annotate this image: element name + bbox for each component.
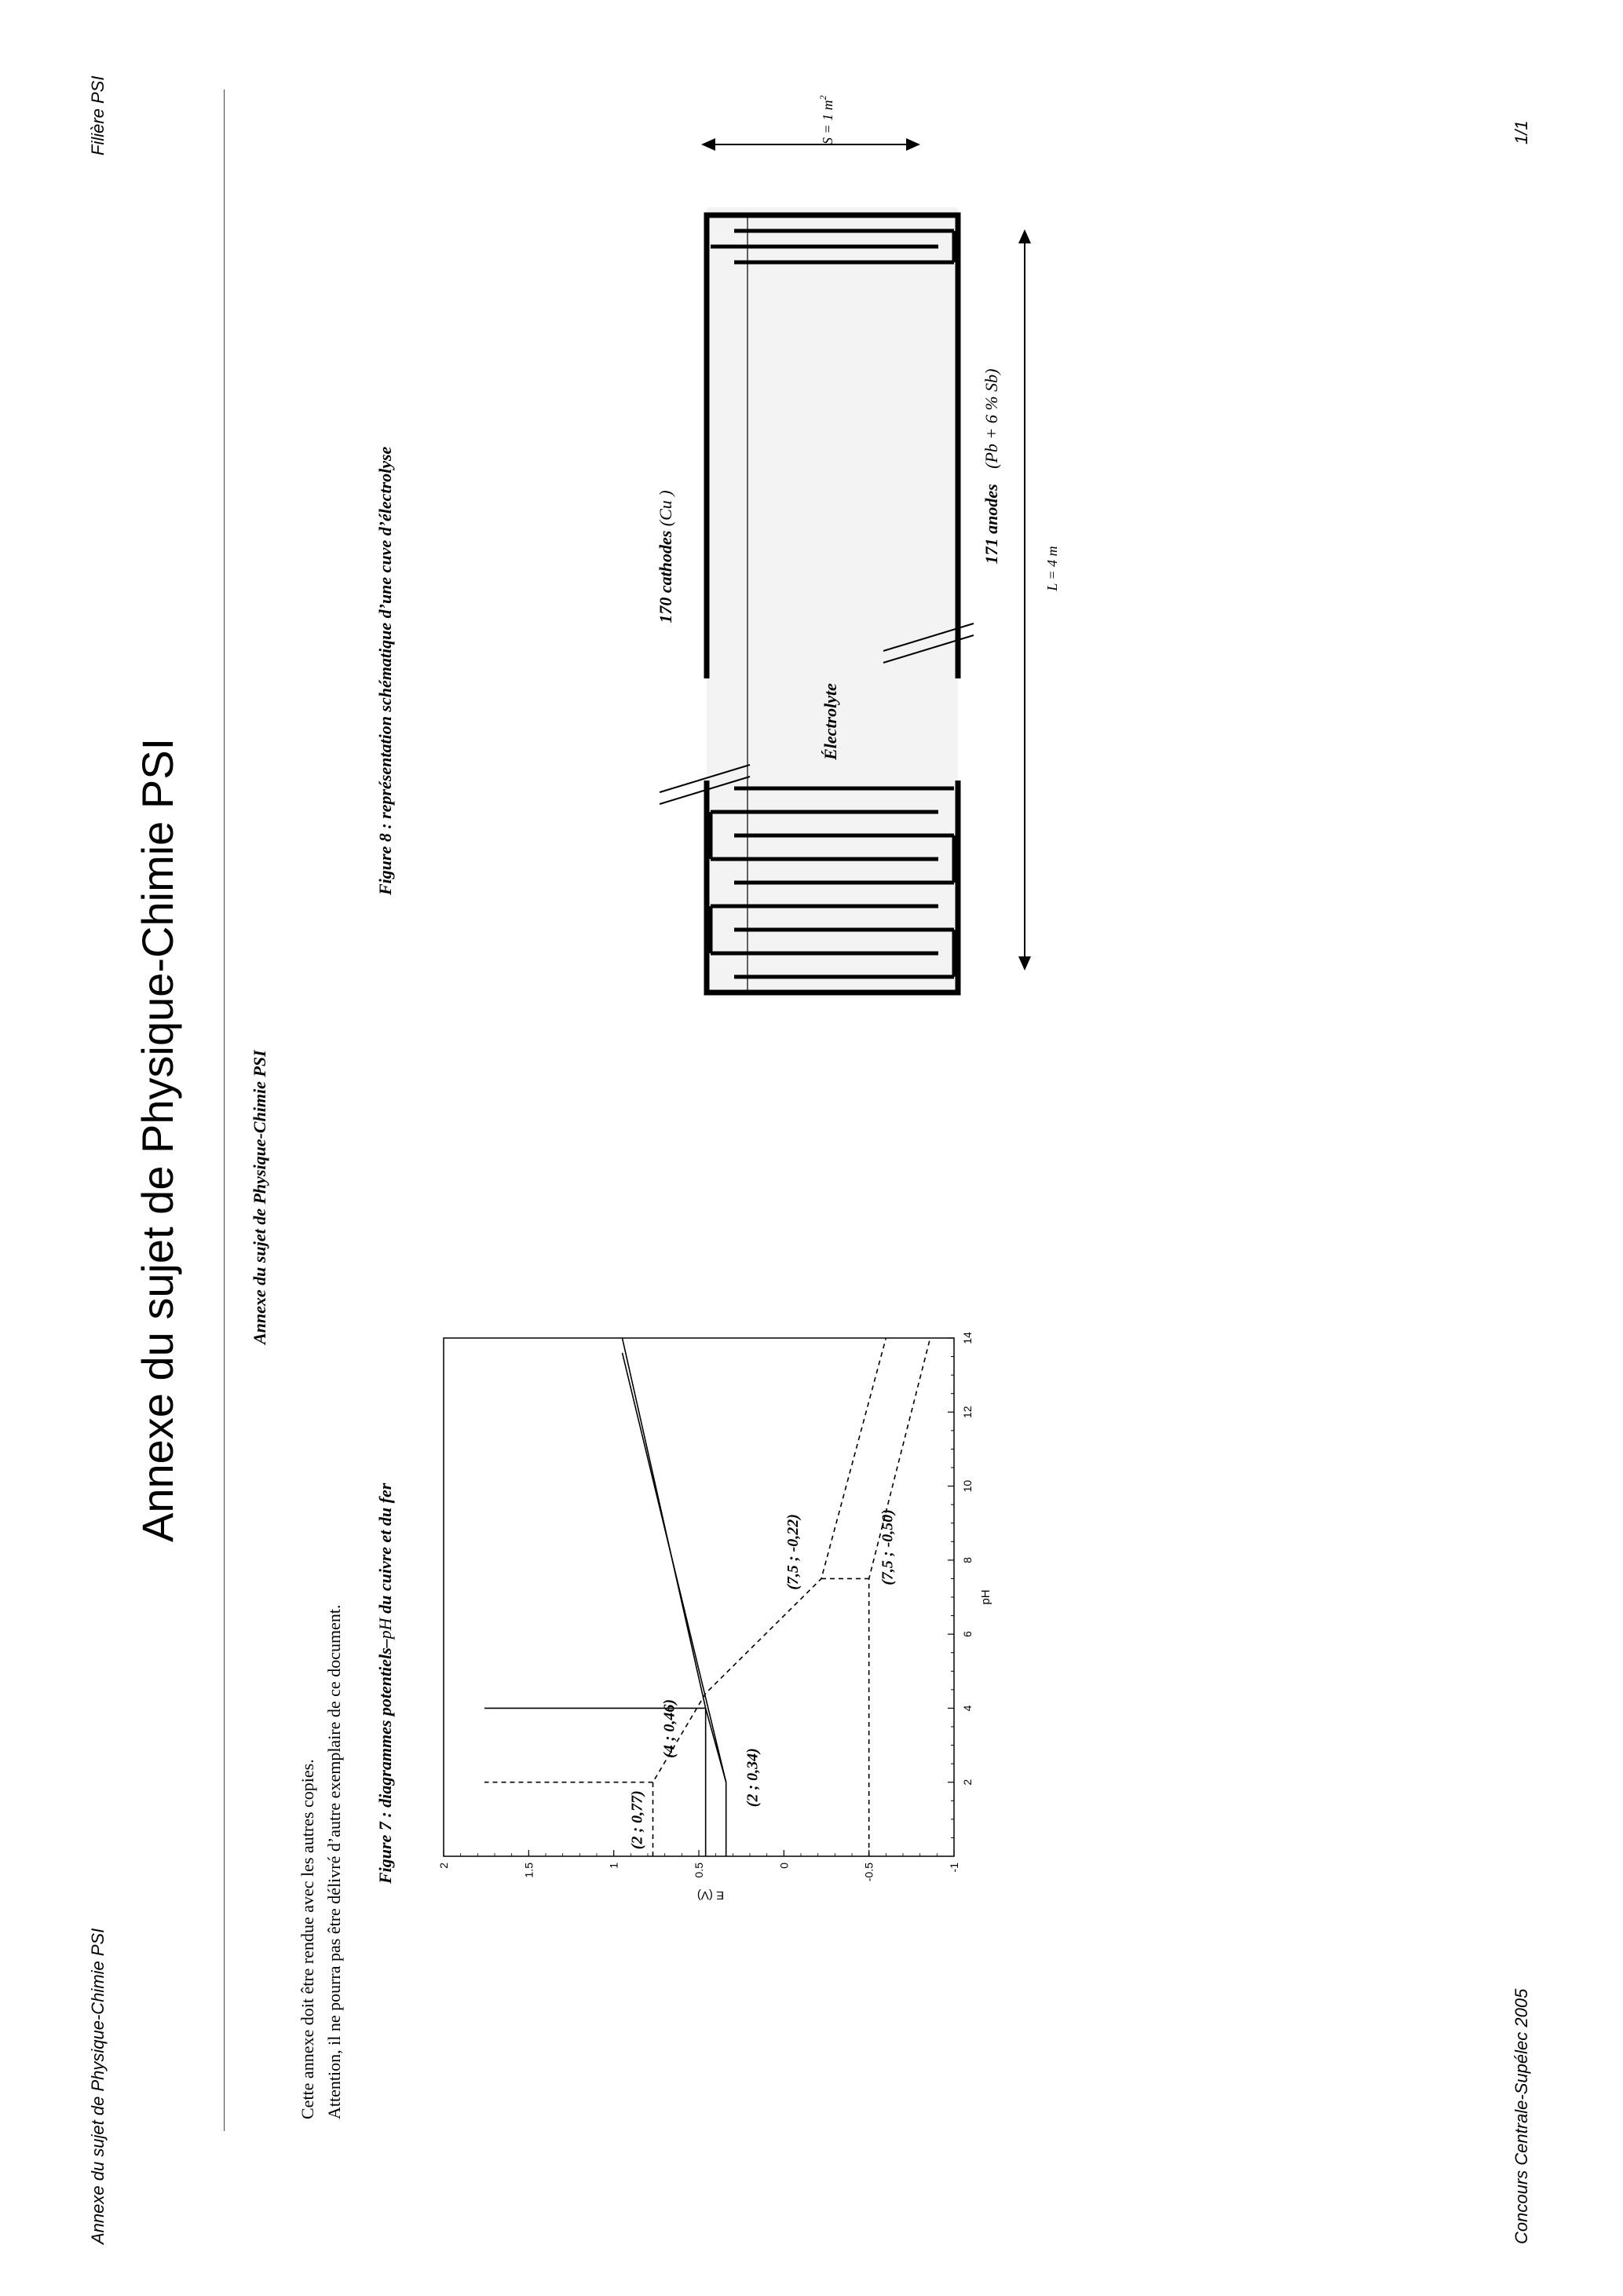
chart-annotations xyxy=(629,1509,897,1849)
figure8-caption: Figure 8 : représentation schématique d’une cuve d’électrolyse xyxy=(375,446,395,895)
series-line-6 xyxy=(869,1338,930,1856)
cathodes-count: 170 cathodes xyxy=(656,530,675,623)
x-tick-label: 8 xyxy=(961,1556,974,1563)
y-tick-label: 0.5 xyxy=(693,1863,705,1878)
x-tick-label: 4 xyxy=(961,1705,974,1712)
x-tick-label: 2 xyxy=(961,1779,974,1786)
anodes-metal: (Pb + 6 % Sb) xyxy=(981,368,1001,469)
note-line: Attention, il ne pourra pas être délivré d’autre exemplaire de ce document. xyxy=(324,1604,344,2119)
y-tick-label: 2 xyxy=(437,1863,450,1869)
cathodes-label xyxy=(656,490,675,623)
annotation-label: (7,5 ; -0,50) xyxy=(879,1509,897,1585)
surface-arrowhead-top xyxy=(701,138,715,151)
page-title: Annexe du sujet de Physique-Chimie PSI xyxy=(133,737,182,1542)
annotation-label: (4 ; 0,46) xyxy=(660,1698,678,1758)
series-line-2 xyxy=(706,1708,726,1782)
note-line: Cette annexe doit être rendue avec les autres copies. xyxy=(298,1759,317,2119)
length-arrowhead-left xyxy=(1018,956,1031,971)
header-rule xyxy=(224,90,225,2131)
chart-series xyxy=(484,1338,930,1856)
chart-axes xyxy=(437,1332,992,1902)
x-axis-label: pH xyxy=(979,1589,992,1605)
electrolyte-fill xyxy=(707,207,958,993)
x-ticks xyxy=(948,1332,974,1837)
header-left: Annexe du sujet de Physique-Chimie PSI xyxy=(88,1928,108,2244)
length-arrowhead-right xyxy=(1018,229,1031,243)
y-tick-label: -0.5 xyxy=(862,1863,875,1882)
length-label: L = 4 m xyxy=(1044,546,1060,591)
page-subtitle: Annexe du sujet de Physique-Chimie PSI xyxy=(250,1050,269,1344)
header-right: Filière PSI xyxy=(88,75,108,155)
x-tick-label: 6 xyxy=(961,1631,974,1638)
annotation-label: (7,5 ; -0,22) xyxy=(784,1514,802,1590)
footer-left: Concours Centrale-Supélec 2005 xyxy=(1512,1988,1531,2244)
y-tick-label: -1 xyxy=(948,1863,960,1873)
y-tick-label: 0 xyxy=(777,1863,791,1869)
series-line-4 xyxy=(653,1338,886,1856)
y-ticks xyxy=(437,1850,960,1881)
annotation-label: (2 ; 0,34) xyxy=(744,1748,762,1808)
anodes-count: 171 anodes xyxy=(981,484,1001,565)
figure7-caption-ph: pH xyxy=(375,1618,395,1640)
series-line-1 xyxy=(623,1338,706,1856)
potential-ph-chart xyxy=(408,1275,992,1982)
electrolysis-tank-diagram xyxy=(612,66,1099,1055)
surface-label xyxy=(817,95,835,144)
surface-exponent: 2 xyxy=(817,95,828,101)
figure7-caption-suffix: du cuivre et du fer xyxy=(375,1483,395,1618)
surface-value: S = 1 m xyxy=(820,100,835,144)
series-line-0 xyxy=(623,1353,726,1856)
anodes-label xyxy=(981,369,1001,565)
annotation-label: (2 ; 0,77) xyxy=(628,1790,646,1850)
x-tick-label: 12 xyxy=(961,1406,974,1419)
electrolyte-label: Électrolyte xyxy=(821,683,840,760)
plot-frame xyxy=(444,1338,954,1856)
y-tick-label: 1.5 xyxy=(522,1863,536,1878)
notes xyxy=(294,1605,348,2119)
y-tick-label: 1 xyxy=(607,1863,620,1869)
figure7-caption-prefix: Figure 7 : diagrammes potentiels– xyxy=(375,1639,395,1884)
cathodes-metal: (Cu ) xyxy=(656,490,675,527)
x-tick-label: 10 xyxy=(961,1479,974,1493)
y-axis-label: E (V) xyxy=(696,1888,725,1902)
figure7-caption xyxy=(375,1483,396,1884)
x-tick-label: 14 xyxy=(961,1332,974,1344)
footer-right: 1/1 xyxy=(1512,120,1531,144)
surface-arrowhead-bottom xyxy=(906,138,920,151)
